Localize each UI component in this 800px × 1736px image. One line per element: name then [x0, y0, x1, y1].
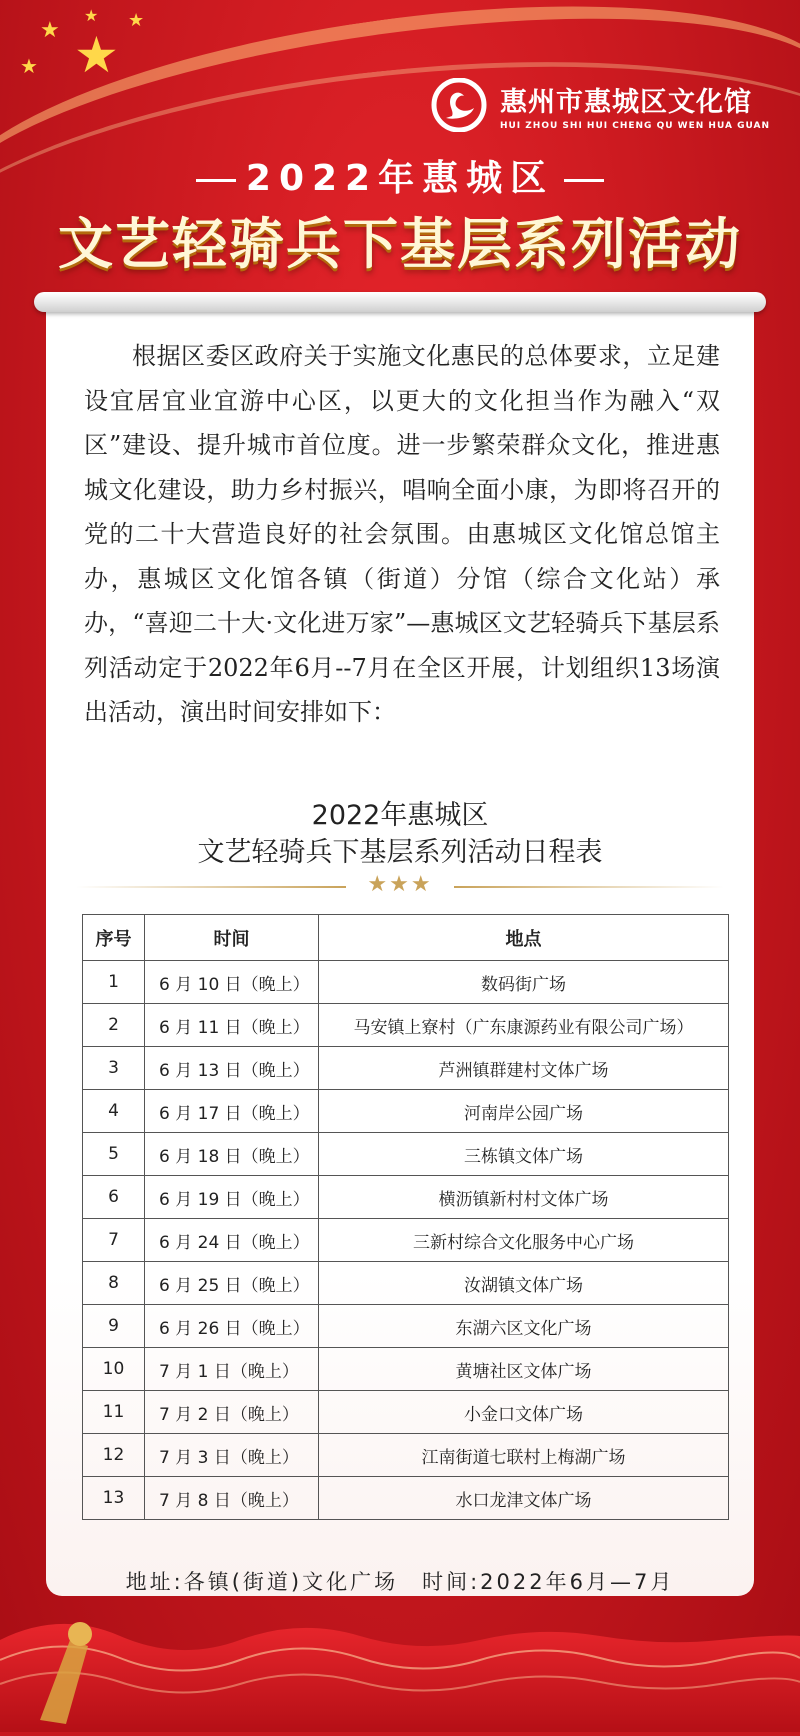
- three-stars-icon: ★★★: [367, 872, 433, 897]
- row-time: 7 月 3 日（晚上）: [145, 1434, 319, 1477]
- table-row: [83, 1348, 729, 1391]
- logo: [424, 78, 770, 132]
- row-index: 3: [83, 1047, 145, 1090]
- row-index: 2: [83, 1004, 145, 1047]
- table-row: [83, 1176, 729, 1219]
- row-location: 汝湖镇文体广场: [319, 1262, 729, 1305]
- star-icon: ★: [128, 10, 145, 31]
- page-title: 文艺轻骑兵下基层系列活动: [57, 212, 742, 276]
- divider: [564, 179, 604, 182]
- logo-pinyin: HUI ZHOU SHI HUI CHENG QU WEN HUA GUAN: [499, 120, 770, 131]
- row-time: 6 月 11 日（晚上）: [145, 1004, 319, 1047]
- title-ornament: [76, 872, 724, 902]
- row-index: 9: [83, 1305, 145, 1348]
- row-location: 三栋镇文体广场: [319, 1133, 729, 1176]
- table-row: [83, 1305, 729, 1348]
- table-row: [83, 1133, 729, 1176]
- table-row: [83, 1262, 729, 1305]
- row-location: 水口龙津文体广场: [319, 1477, 729, 1520]
- logo-name: 惠州市惠城区文化馆: [499, 86, 752, 118]
- row-location: 黄塘社区文体广场: [319, 1348, 729, 1391]
- row-location: 东湖六区文化广场: [319, 1305, 729, 1348]
- row-index: 5: [83, 1133, 145, 1176]
- schedule-title-line2: 文艺轻骑兵下基层系列活动日程表: [197, 837, 603, 868]
- row-index: 4: [83, 1090, 145, 1133]
- row-index: 8: [83, 1262, 145, 1305]
- star-icon: ★: [40, 18, 60, 43]
- row-location: 芦洲镇群建村文体广场: [319, 1047, 729, 1090]
- row-location: 数码街广场: [319, 961, 729, 1004]
- table-row: [83, 1090, 729, 1133]
- row-location: 三新村综合文化服务中心广场: [319, 1219, 729, 1262]
- row-location: 马安镇上寮村（广东康源药业有限公司广场）: [319, 1004, 729, 1047]
- row-location: 河南岸公园广场: [319, 1090, 729, 1133]
- star-icon: ★: [84, 6, 99, 25]
- intro-paragraph: 根据区委区政府关于实施文化惠民的总体要求，立足建设宜居宜业宜游中心区，以更大的文化担当作为融入“双区”建设、提升城市首位度。进一步繁荣群众文化，推进惠城文化建设，助力乡村振兴，唱响全面小康，为即将召开的党的二十大营造良好的社会氛围。由惠城区文化馆总馆主办，惠城区文化馆各镇（街道）分馆（综合文化站）承办，“喜迎二十大·文化进万家”—惠城区文艺轻骑兵下基层系列活动定于2022年6月--7月在全区开展，计划组织13场演出活动，演出时间安排如下：: [84, 342, 720, 726]
- row-time: 7 月 1 日（晚上）: [145, 1348, 319, 1391]
- row-location: 小金口文体广场: [319, 1391, 729, 1434]
- row-location: 江南街道七联村上梅湖广场: [319, 1434, 729, 1477]
- footer-info: 地址:各镇(街道)文化广场 时间:2022年6月—7月: [125, 1570, 675, 1594]
- page-subtitle: [0, 150, 800, 201]
- row-index: 6: [83, 1176, 145, 1219]
- row-time: 6 月 19 日（晚上）: [145, 1176, 319, 1219]
- row-time: 7 月 2 日（晚上）: [145, 1391, 319, 1434]
- row-index: 7: [83, 1219, 145, 1262]
- star-icon: ★: [74, 26, 119, 84]
- row-index: 1: [83, 961, 145, 1004]
- row-index: 13: [83, 1477, 145, 1520]
- divider: [196, 179, 236, 182]
- row-index: 10: [83, 1348, 145, 1391]
- row-time: 6 月 26 日（晚上）: [145, 1305, 319, 1348]
- bottom-decoration: [0, 1600, 800, 1732]
- row-location: 横沥镇新村村文体广场: [319, 1176, 729, 1219]
- table-row: [83, 961, 729, 1004]
- table-row: [83, 1047, 729, 1090]
- star-icon: ★: [20, 54, 38, 78]
- swan-logo-icon: [424, 78, 494, 132]
- schedule-table-body: [83, 961, 729, 1520]
- table-row: [83, 1391, 729, 1434]
- row-time: 6 月 18 日（晚上）: [145, 1133, 319, 1176]
- row-time: 7 月 8 日（晚上）: [145, 1477, 319, 1520]
- subtitle-text: 2022年惠城区: [245, 158, 555, 199]
- row-time: 6 月 25 日（晚上）: [145, 1262, 319, 1305]
- table-row: [83, 1004, 729, 1047]
- table-header-row: [83, 915, 729, 961]
- row-time: 6 月 24 日（晚上）: [145, 1219, 319, 1262]
- row-index: 11: [83, 1391, 145, 1434]
- schedule-table: [82, 914, 729, 1520]
- header-location: 地点: [319, 915, 729, 961]
- row-time: 6 月 13 日（晚上）: [145, 1047, 319, 1090]
- header-time: 时间: [145, 915, 319, 961]
- row-index: 12: [83, 1434, 145, 1477]
- table-row: [83, 1477, 729, 1520]
- header-index: 序号: [83, 915, 145, 961]
- scroll-rod: [34, 292, 766, 312]
- schedule-title-line1: 2022年惠城区: [311, 800, 489, 831]
- row-time: 6 月 17 日（晚上）: [145, 1090, 319, 1133]
- table-row: [83, 1434, 729, 1477]
- table-row: [83, 1219, 729, 1262]
- row-time: 6 月 10 日（晚上）: [145, 961, 319, 1004]
